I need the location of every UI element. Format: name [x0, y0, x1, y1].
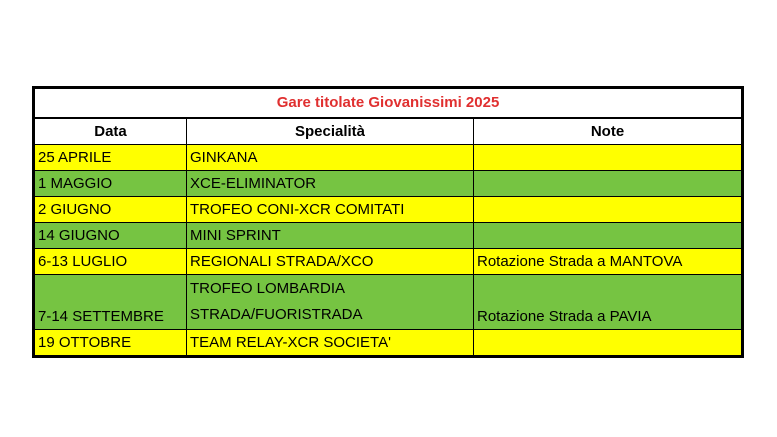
- table-row: [35, 197, 741, 223]
- cell-specialita: GINKANA: [187, 145, 474, 170]
- table-row: [35, 330, 741, 355]
- cell-note: [474, 330, 741, 355]
- cell-specialita: XCE-ELIMINATOR: [187, 171, 474, 196]
- cell-data: 6-13 LUGLIO: [35, 249, 187, 274]
- table-row: [35, 223, 741, 249]
- cell-specialita-line: TROFEO LOMBARDIA: [190, 280, 346, 297]
- table-row: [35, 249, 741, 275]
- cell-note: [474, 223, 741, 248]
- table-row: [35, 145, 741, 171]
- cell-specialita: TROFEO CONI-XCR COMITATI: [187, 197, 474, 222]
- header-data: Data: [35, 119, 187, 144]
- cell-specialita: MINI SPRINT: [187, 223, 474, 248]
- cell-data: 1 MAGGIO: [35, 171, 187, 196]
- header-specialita: Specialità: [187, 119, 474, 144]
- table-row: [35, 275, 741, 330]
- cell-data: 25 APRILE: [35, 145, 187, 170]
- cell-note: Rotazione Strada a PAVIA: [477, 308, 652, 325]
- races-table: [32, 86, 744, 358]
- cell-data: 14 GIUGNO: [35, 223, 187, 248]
- header-row: [35, 119, 741, 145]
- table-title: Gare titolate Giovanissimi 2025: [35, 89, 741, 119]
- cell-data: 7-14 SETTEMBRE: [35, 275, 187, 329]
- table-row: [35, 171, 741, 197]
- header-note: Note: [590, 123, 625, 140]
- cell-note: Rotazione Strada a MANTOVA: [477, 253, 683, 270]
- cell-note: [474, 145, 741, 170]
- cell-note: [474, 197, 741, 222]
- cell-specialita: REGIONALI STRADA/XCO: [187, 249, 474, 274]
- cell-specialita: [187, 275, 474, 329]
- cell-data: 19 OTTOBRE: [35, 330, 187, 355]
- cell-data: 2 GIUGNO: [35, 197, 187, 222]
- cell-note: [474, 171, 741, 196]
- cell-specialita: TEAM RELAY-XCR SOCIETA': [187, 330, 474, 355]
- cell-specialita-line: STRADA/FUORISTRADA: [190, 306, 363, 323]
